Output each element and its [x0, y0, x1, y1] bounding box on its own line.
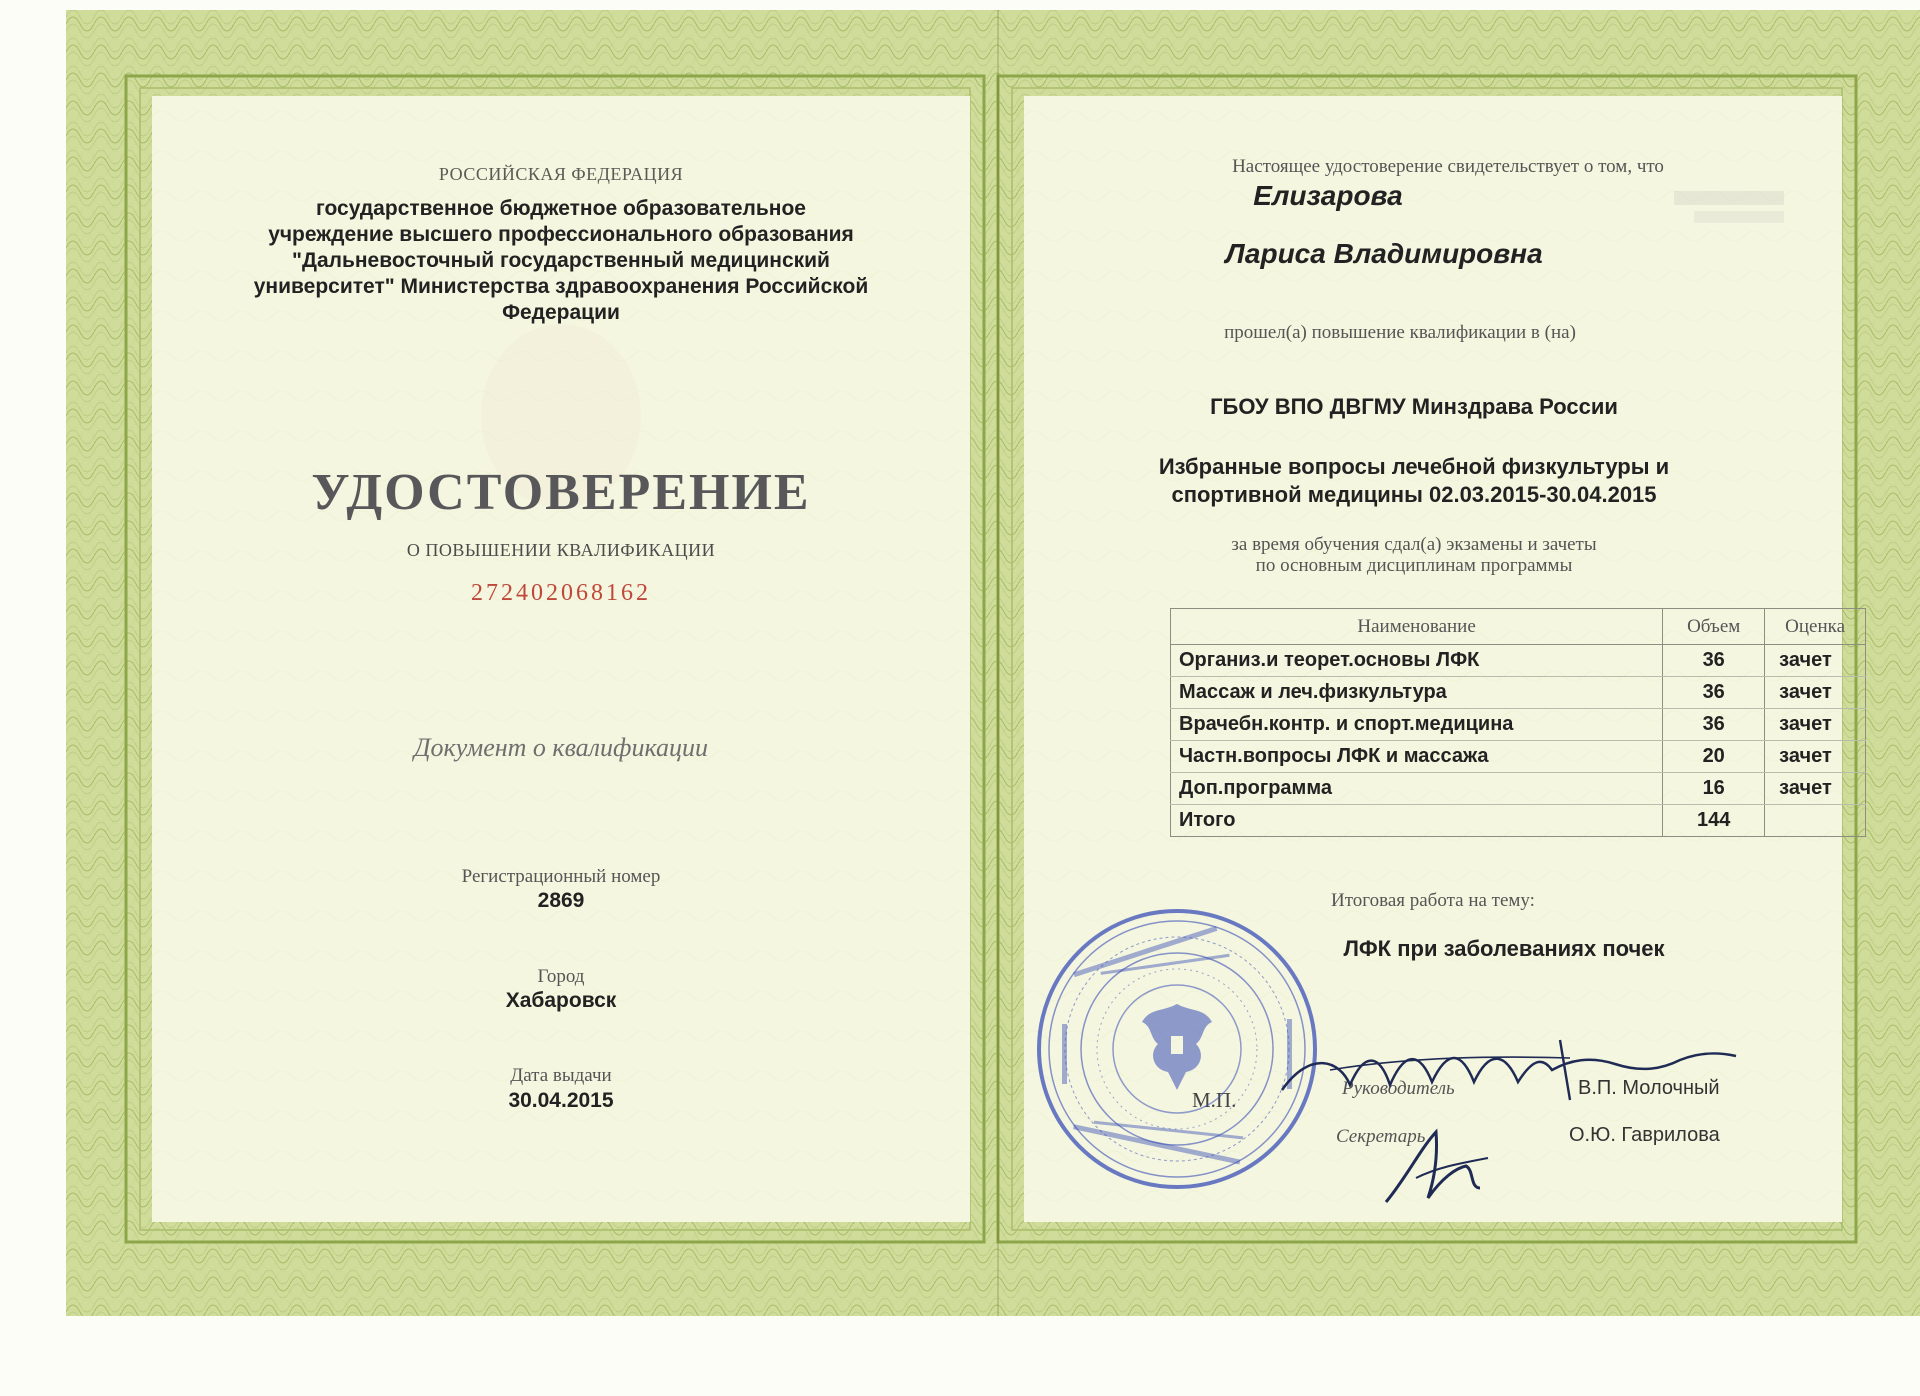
- registration-number: 2869: [537, 889, 585, 912]
- subject-volume: 36: [1663, 645, 1765, 677]
- organization-name: ГБОУ ВПО ДВГМУ Минздрава России: [1210, 394, 1618, 419]
- subject-grade: зачет: [1765, 773, 1866, 805]
- exams-line: за время обучения сдал(а) экзамены и зачеты: [1231, 534, 1597, 555]
- subject-name: Доп.программа: [1171, 773, 1663, 805]
- issue-date-label: Дата выдачи: [510, 1065, 612, 1086]
- subject-grade: зачет: [1765, 741, 1866, 773]
- final-work-label: Итоговая работа на тему:: [1331, 890, 1535, 911]
- head-name: В.П. Молочный: [1578, 1077, 1720, 1099]
- head-role: Руководитель: [1342, 1078, 1455, 1099]
- table-row: [1171, 677, 1866, 709]
- course-line: спортивной медицины 02.03.2015-30.04.2015: [1171, 482, 1657, 507]
- grades-table: [1170, 608, 1866, 837]
- passed-text: прошел(а) повышение квалификации в (на): [1224, 322, 1576, 343]
- center-fold: [997, 10, 999, 1316]
- holder-given-names: Лариса Владимировна: [1225, 238, 1543, 269]
- course-line: Избранные вопросы лечебной физкультуры и: [1158, 454, 1670, 479]
- institution-name: [226, 196, 896, 326]
- document-title: УДОСТОВЕРЕНИЕ: [311, 464, 811, 521]
- city-value: Хабаровск: [505, 989, 617, 1012]
- subject-name: Организ.и теорет.основы ЛФК: [1171, 645, 1663, 677]
- serial-number: 272402068162: [471, 580, 651, 606]
- signature-icon: [1376, 1118, 1496, 1210]
- final-work-topic: ЛФК при заболеваниях почек: [1343, 936, 1665, 961]
- subject-volume: 20: [1663, 741, 1765, 773]
- subject-volume: 16: [1663, 773, 1765, 805]
- table-row: [1171, 709, 1866, 741]
- institution-line: Федерации: [502, 301, 620, 324]
- subject-name: Частн.вопросы ЛФК и массажа: [1171, 741, 1663, 773]
- institution-line: государственное бюджетное образовательное: [316, 197, 806, 220]
- table-total-row: [1171, 805, 1866, 837]
- state-emblem-icon: [1142, 1004, 1212, 1090]
- subject-name: Врачебн.контр. и спорт.медицина: [1171, 709, 1663, 741]
- subject-volume: 36: [1663, 677, 1765, 709]
- table-header-row: [1171, 609, 1866, 645]
- column-header-grade: Оценка: [1765, 609, 1866, 645]
- signature-icon: [1270, 1030, 1740, 1130]
- secretary-role: Секретарь: [1336, 1126, 1426, 1147]
- city-label: Город: [537, 966, 585, 987]
- table-row: [1171, 645, 1866, 677]
- exams-text: [1064, 534, 1764, 576]
- seal-label: М.П.: [1192, 1088, 1237, 1112]
- left-page: [152, 96, 970, 1222]
- issue-date: 30.04.2015: [508, 1089, 614, 1112]
- registration-label: Регистрационный номер: [461, 866, 661, 887]
- total-label: Итого: [1171, 805, 1663, 837]
- document-subtitle: О ПОВЫШЕНИИ КВАЛИФИКАЦИИ: [406, 540, 716, 560]
- institution-line: учреждение высшего профессионального образования: [268, 223, 854, 246]
- country-name: РОССИЙСКАЯ ФЕДЕРАЦИЯ: [438, 164, 684, 184]
- course-title: [1064, 453, 1764, 509]
- subject-grade: зачет: [1765, 677, 1866, 709]
- secretary-name: О.Ю. Гаврилова: [1569, 1124, 1720, 1146]
- total-volume: 144: [1663, 805, 1765, 837]
- intro-text: Настоящее удостоверение свидетельствует о том, что: [1232, 156, 1664, 177]
- column-header-volume: Объем: [1663, 609, 1765, 645]
- column-header-name: Наименование: [1171, 609, 1663, 645]
- subject-name: Массаж и леч.физкультура: [1171, 677, 1663, 709]
- subject-grade: зачет: [1765, 645, 1866, 677]
- exams-line: по основным дисциплинам программы: [1255, 555, 1573, 576]
- subject-grade: зачет: [1765, 709, 1866, 741]
- document-type: Документ о квалификации: [414, 733, 708, 762]
- total-grade: [1765, 805, 1866, 837]
- institution-line: университет" Министерства здравоохранения Российской: [253, 275, 869, 298]
- institution-line: "Дальневосточный государственный медицинский: [292, 249, 830, 272]
- table-row: [1171, 741, 1866, 773]
- holder-surname: Елизарова: [1253, 180, 1403, 211]
- subject-volume: 36: [1663, 709, 1765, 741]
- ink-stain-mark: [1664, 183, 1804, 233]
- table-row: [1171, 773, 1866, 805]
